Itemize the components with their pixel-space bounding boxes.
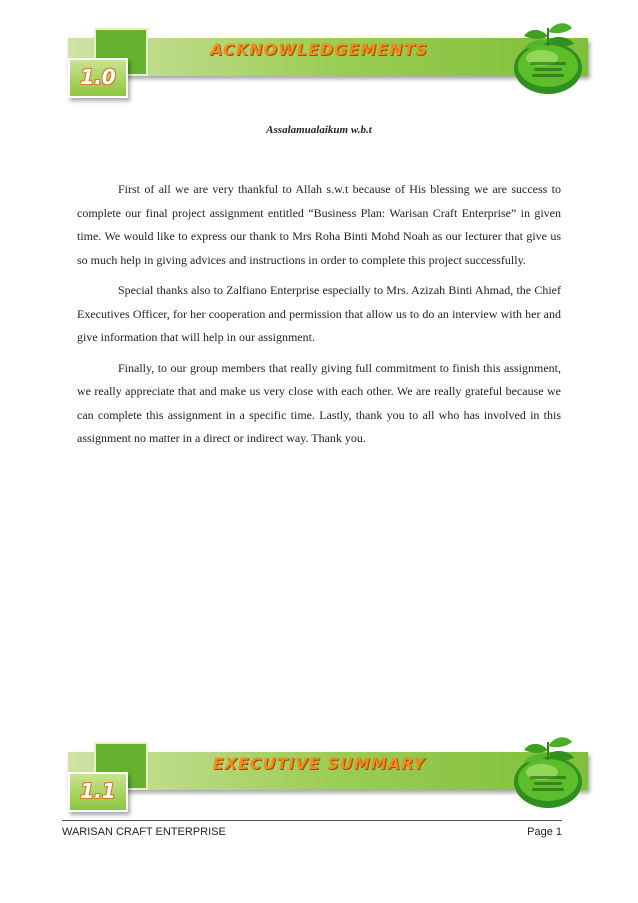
section-heading: ACKNOWLEDGEMENTS <box>210 40 428 59</box>
greeting-text: Assalamualaikum w.b.t <box>266 124 372 136</box>
footer-page-number: Page 1 <box>527 826 562 838</box>
section-number: 1.0 <box>80 65 116 89</box>
section-heading: EXECUTIVE SUMMARY <box>212 754 426 773</box>
acknowledgement-body <box>77 178 561 458</box>
paragraph: Special thanks also to Zalfiano Enterprise especially to Mrs. Azizah Binti Ahmad, the Chief Executives Officer, for her cooperation and permission that allow us to do an interview with her and give information that will help in our assignment. <box>77 283 561 344</box>
paragraph: First of all we are very thankful to Allah s.w.t because of His blessing we are success to complete our final project assignment entitled “Business Plan: Warisan Craft Enterprise” in given time. We would like to express our thank to Mrs Roha Binti Mohd Noah as our lecturer that give us so much help in giving advices and instructions in order to complete this project successfully. <box>77 182 561 267</box>
section-number-box <box>68 58 128 98</box>
plant-globe-logo-icon <box>498 730 598 814</box>
plant-globe-logo-icon <box>498 16 598 100</box>
section-number: 1.1 <box>80 779 116 803</box>
section-number-box <box>68 772 128 812</box>
section-banner-acknowledgements <box>64 28 594 100</box>
footer-divider <box>62 820 562 821</box>
paragraph: Finally, to our group members that really giving full commitment to finish this assignment, we really appreciate that and make us very close with each other. We are really grateful because we can complete this assignment in a specific time. Lastly, thank you to all who has involved in this assignment no matter in a direct or indirect way. Thank you. <box>77 360 561 445</box>
footer-company-name: WARISAN CRAFT ENTERPRISE <box>62 826 226 838</box>
section-banner-executive-summary <box>64 742 594 814</box>
